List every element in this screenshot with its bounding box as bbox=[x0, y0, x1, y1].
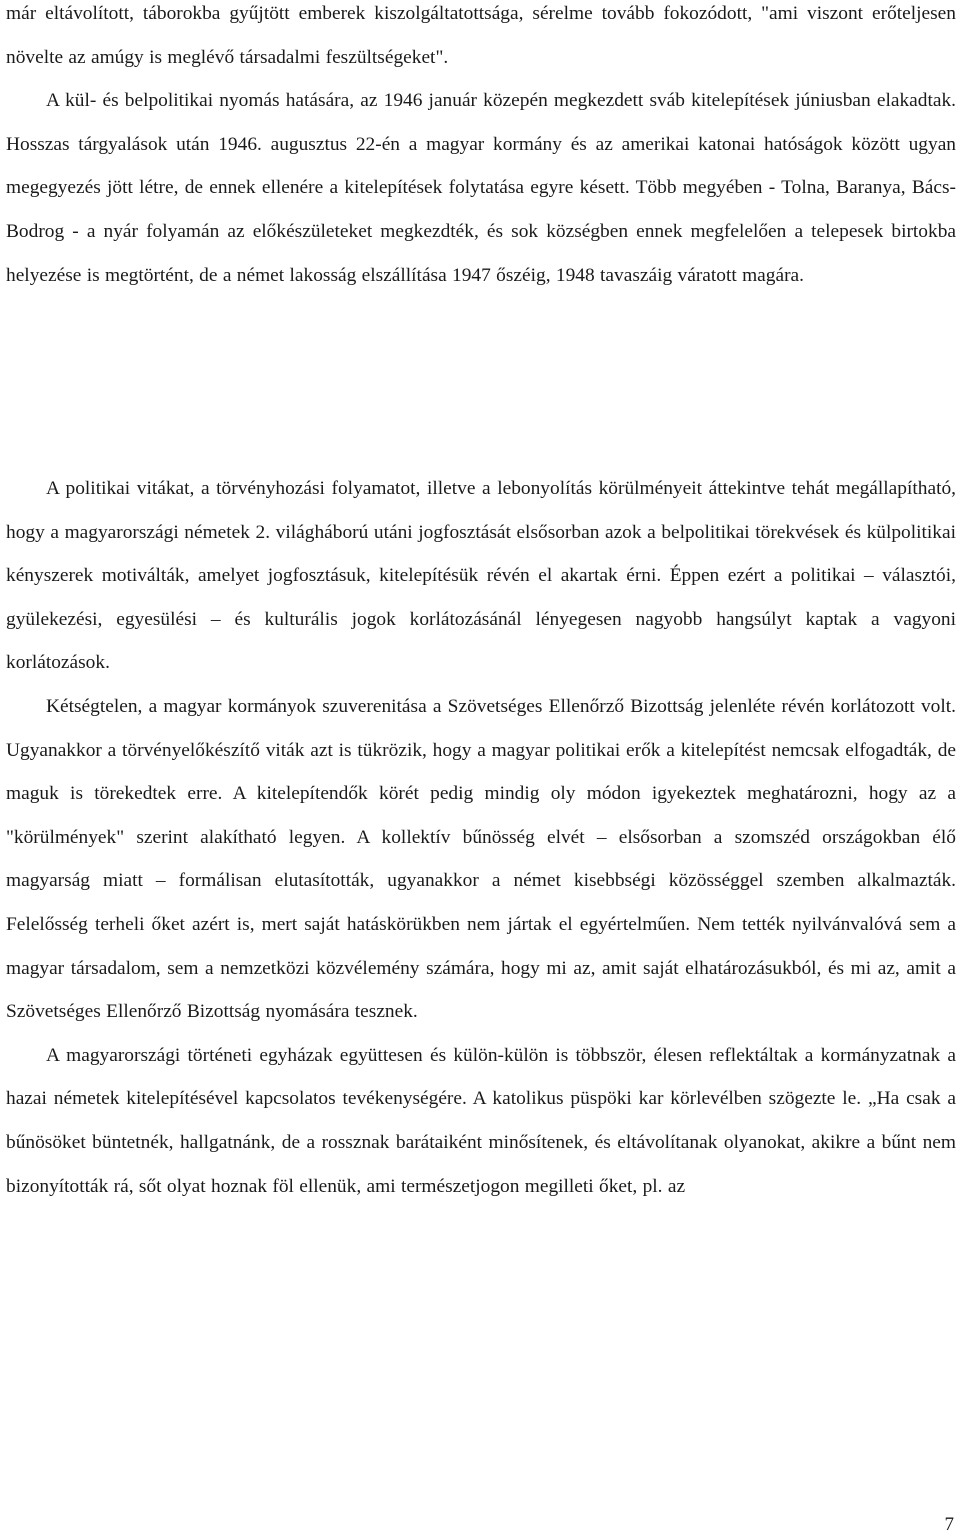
paragraph-4: Kétségtelen, a magyar kormányok szuverenitása a Szövetséges Ellenőrző Bizottság jelenléte révén korlátozott volt. Ugyanakkor a törvényelőkészítő viták azt is tükrözik, hogy a magyar politikai erők a kitelepítést nemcsak elfogadták, de maguk is törekedtek erre. A kitelepítendők körét pedig mindig oly módon igyekeztek meghatározni, hogy az a "körülmények" szerint alakítható legyen. A kollektív bűnösség elvét – elsősorban a szomszéd országokban élő magyarság miatt – formálisan elutasították, ugyanakkor a német kisebbségi közösséggel szemben alkalmazták. Felelősség terheli őket azért is, mert saját hatáskörükben nem jártak el egyértelműen. Nem tették nyilvánvalóvá sem a magyar társadalom, sem a nemzetközi közvélemény számára, hogy mi az, amit saját elhatározásukból, és mi az, amit a Szövetséges Ellenőrző Bizottság nyomására tesznek. bbox=[6, 695, 956, 1023]
text-block-bottom bbox=[6, 467, 956, 1208]
text-block-top bbox=[6, 0, 956, 297]
page-number: 7 bbox=[944, 1514, 954, 1535]
paragraph-5: A magyarországi történeti egyházak együttesen és külön-külön is többször, élesen reflektáltak a kormányzatnak a hazai németek kitelepítésével kapcsolatos tevékenységére. A katolikus püspöki kar körlevélben szögezte le. „Ha csak a bűnösöket büntetnék, hallgatnánk, de a rossznak barátaiként minősítenek, és eltávolítanak olyanokat, akikre a bűnt nem bizonyították rá, sőt olyat hoznak föl ellenük, ami természetjogon megilleti őket, pl. az bbox=[6, 1044, 956, 1197]
paragraph-3: A politikai vitákat, a törvényhozási folyamatot, illetve a lebonyolítás körülményeit áttekintve tehát megállapítható, hogy a magyarországi németek 2. világháború utáni jogfosztását elsősorban azok a belpolitikai törekvések és külpolitikai kényszerek motiválták, amelyet jogfosztásuk, kitelepítésük révén el akartak érni. Éppen ezért a politikai – választói, gyülekezési, egyesülési – és kulturális jogok korlátozásánál lényegesen nagyobb hangsúlyt kaptak a vagyoni korlátozások. bbox=[6, 478, 956, 674]
paragraph-1: már eltávolított, táborokba gyűjtött emberek kiszolgáltatottsága, sérelme tovább fokozódott, "ami viszont erőteljesen növelte az amúgy is meglévő társadalmi feszültségeket". bbox=[6, 3, 956, 68]
paragraph-2: A kül- és belpolitikai nyomás hatására, az 1946 január közepén megkezdett sváb kitelepítések júniusban elakadtak. Hosszas tárgyalások után 1946. augusztus 22-én a magyar kormány és az amerikai katonai hatóságok között ugyan megegyezés jött létre, de ennek ellenére a kitelepítések folytatása egyre késett. Több megyében - Tolna, Baranya, Bács-Bodrog - a nyár folyamán az előkészületeket megkezdték, és sok községben ennek megfelelően a telepesek birtokba helyezése is megtörtént, de a német lakosság elszállítása 1947 őszéig, 1948 tavaszáig váratott magára. bbox=[6, 90, 956, 286]
